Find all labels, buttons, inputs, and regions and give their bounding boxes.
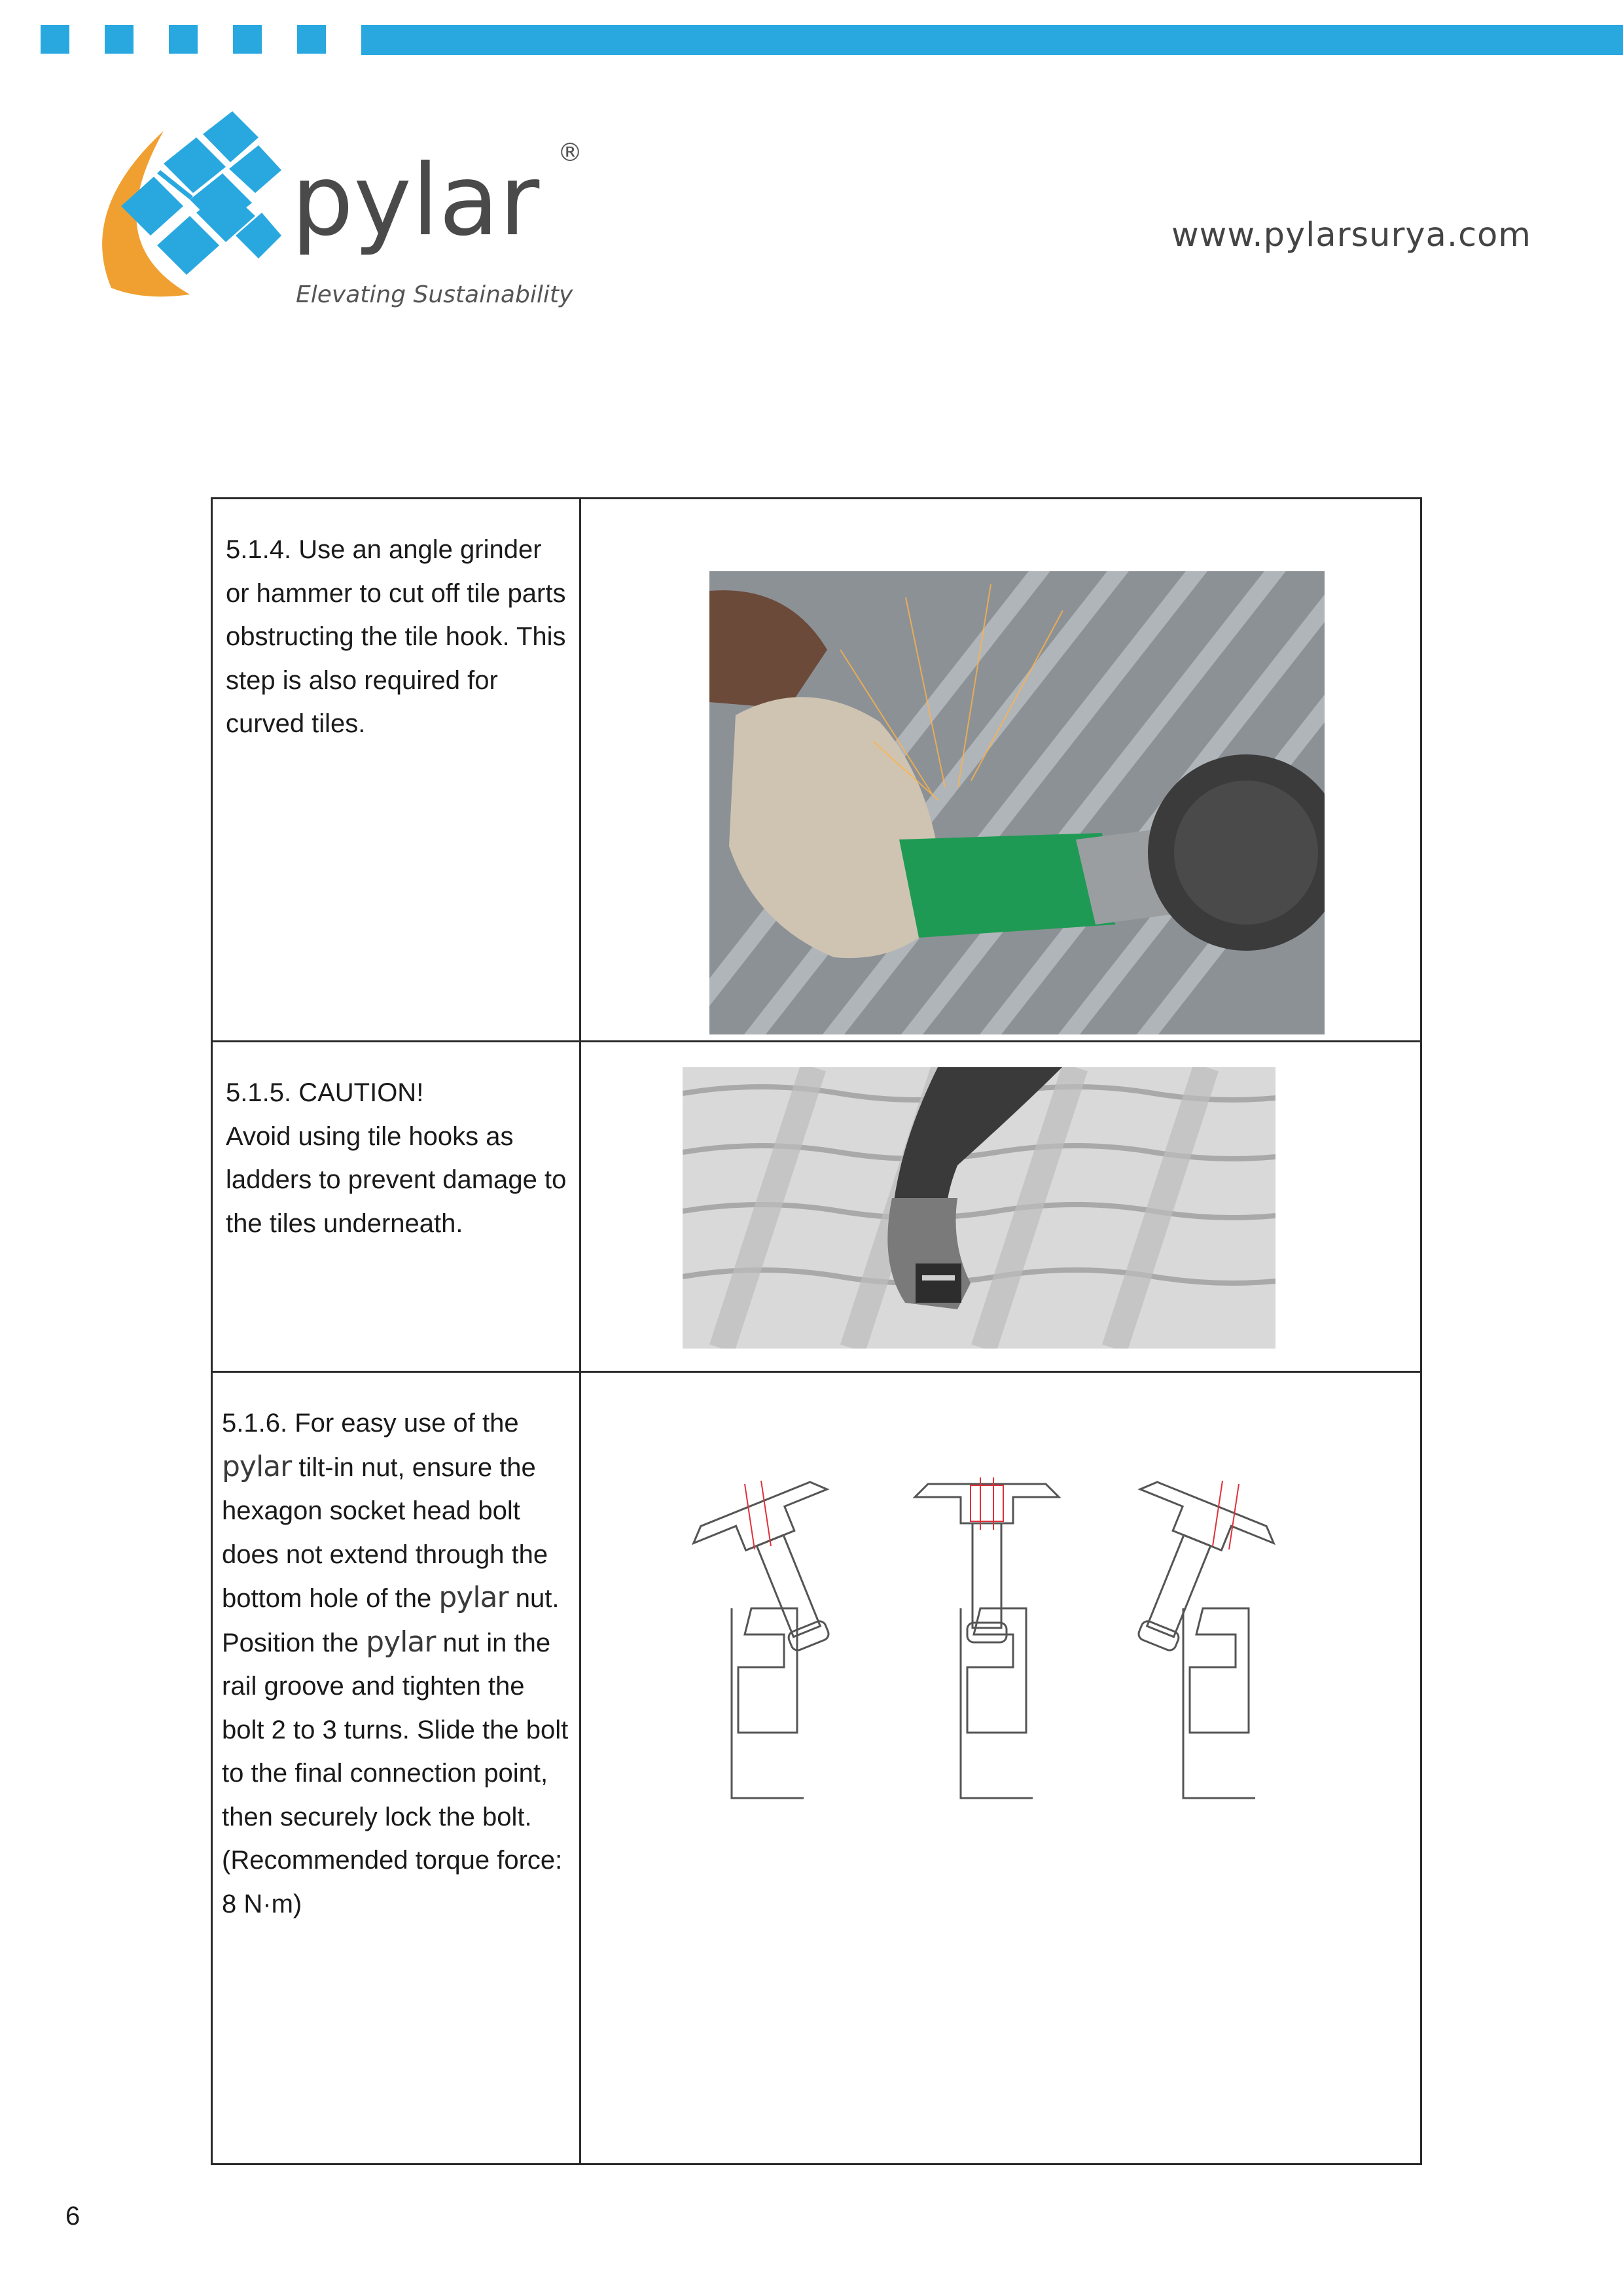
decorative-square — [233, 25, 262, 54]
inline-brand-name: pylar — [222, 1449, 292, 1483]
text-fragment: nut in the rail groove and tighten the bolt 2 to 3 turns. Slide the bolt to the final connection point, then securely lock the bolt. (Recommended torque force: 8 N·m) — [222, 1628, 569, 1918]
table-row — [212, 499, 1421, 1042]
tilt-in-nut-rail-diagram-icon — [640, 1471, 1334, 1837]
solar-panel-logo-icon — [102, 111, 281, 296]
pylar-logo — [92, 98, 589, 321]
decorative-square — [105, 25, 134, 54]
caution-title: 5.1.5. CAUTION! — [226, 1078, 424, 1107]
step-5-1-4-figure — [580, 499, 1421, 1042]
angle-grinder-photo-icon — [709, 571, 1325, 1034]
step-5-1-6-figure — [580, 1372, 1421, 2164]
decorative-square — [297, 25, 326, 54]
caution-text: Avoid using tile hooks as ladders to prevent damage to the tiles underneath. — [226, 1122, 567, 1238]
step-5-1-5-figure — [580, 1042, 1421, 1372]
text-fragment: tilt-in nut, ensure the hexagon socket head bolt does not extend through the bottom hole of the — [222, 1453, 548, 1613]
step-5-1-4-text: 5.1.4. Use an angle grinder or hammer to cut off tile parts obstructing the tile hook. This step is also required for curved tiles. — [212, 499, 580, 1042]
table-row — [212, 1372, 1421, 2164]
decorative-header-bar — [361, 25, 1623, 55]
brand-wordmark: pylar — [291, 144, 540, 258]
text-fragment: nut. Position the — [222, 1584, 560, 1657]
inline-brand-name: pylar — [438, 1581, 508, 1614]
website-url[interactable]: www.pylarsurya.com — [1171, 216, 1531, 255]
installation-steps-table — [211, 497, 1422, 2165]
inline-brand-name: pylar — [366, 1625, 436, 1659]
brand-tagline: Elevating Sustainability — [296, 281, 573, 308]
step-5-1-6-text — [212, 1372, 580, 2164]
boot-on-tile-hook-icon — [683, 1067, 1275, 1349]
decorative-square — [169, 25, 198, 54]
table-row — [212, 1042, 1421, 1372]
registered-mark: ® — [558, 138, 582, 167]
decorative-square — [41, 25, 69, 54]
page-number: 6 — [65, 2202, 80, 2231]
step-5-1-5-text — [212, 1042, 580, 1372]
text-fragment: 5.1.6. For easy use of the — [222, 1409, 519, 1438]
